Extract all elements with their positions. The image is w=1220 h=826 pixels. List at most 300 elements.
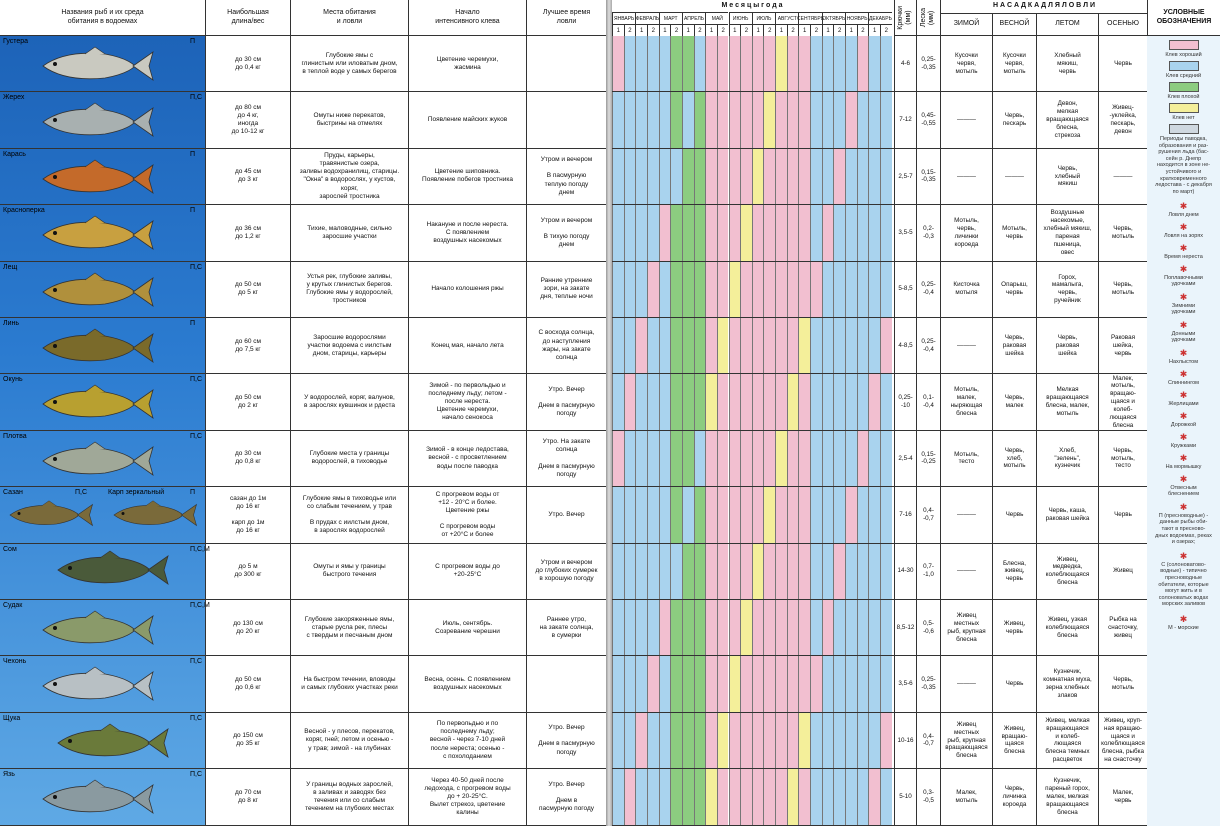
month-cell [752, 769, 764, 824]
line-cell: 0,25- -0,4 [916, 262, 940, 317]
header-spring [992, 14, 1036, 36]
month-cell [833, 149, 845, 204]
month-cell [694, 374, 706, 429]
month-cell [647, 544, 659, 599]
month-cell [717, 36, 729, 91]
month-cell [705, 713, 717, 768]
month-cell [857, 374, 869, 429]
month-row [612, 205, 1220, 261]
month-cell [833, 205, 845, 260]
size-text: до 30 см до 0,8 кг [235, 450, 261, 466]
fish-name: Линь [3, 320, 20, 327]
month-cell [670, 318, 682, 373]
cell-best [526, 92, 606, 147]
bait-autumn: Червь [1098, 487, 1147, 542]
month-cell [857, 262, 869, 317]
month-cell [694, 544, 706, 599]
bite-text: Цветение черемухи, жасмина [436, 55, 499, 71]
month-cell [740, 36, 752, 91]
header-fish [0, 0, 205, 36]
month-cell [752, 149, 764, 204]
habitat-text: Пруды, карьеры, травянистые озера, заливы водохранилищ, старицы. "Окна" в водорослях, у кустов, коряг, зарослей тростника [299, 152, 400, 200]
cell-bite [408, 262, 526, 317]
month-cell [775, 769, 787, 824]
month-cell [857, 318, 869, 373]
month-header: МАРТ [659, 12, 682, 24]
fish-row [0, 374, 606, 430]
month-cell [880, 149, 892, 204]
habitat-text: Весной - у плесов, перекатов, коряг, гней; летом и осенью - у трав; зимой - на глубинах [304, 728, 395, 752]
month-cell [810, 205, 822, 260]
month-cell [635, 262, 647, 317]
month-half: 2 [647, 24, 659, 36]
month-cell [647, 656, 659, 711]
cell-habitat [290, 713, 408, 768]
month-cell [670, 600, 682, 655]
cell-habitat [290, 36, 408, 91]
month-header: ФЕВРАЛЬ [635, 12, 658, 24]
month-cell [775, 318, 787, 373]
hooks-cell: 2,5-4 [894, 431, 916, 486]
month-cell [705, 262, 717, 317]
legend-swatch [1169, 40, 1199, 50]
hooks-cell: 7-16 [894, 487, 916, 542]
month-cell [857, 656, 869, 711]
fish-code: П [190, 150, 196, 158]
month-cell [868, 544, 880, 599]
month-cell [763, 713, 775, 768]
month-cell [647, 92, 659, 147]
month-cell [822, 318, 834, 373]
legend-label: Нахлыстом [1169, 358, 1198, 365]
month-cell [612, 656, 624, 711]
legend-icon: ✱ [1179, 453, 1188, 463]
legend-icon: ✱ [1179, 432, 1188, 442]
month-cell [647, 262, 659, 317]
month-cell [670, 374, 682, 429]
legend-item [1147, 432, 1220, 449]
month-cell [798, 36, 810, 91]
month-cell [868, 769, 880, 824]
month-cell [717, 318, 729, 373]
month-cell [647, 318, 659, 373]
fish-code: П [190, 207, 196, 215]
cell-best [526, 374, 606, 429]
month-cell [635, 36, 647, 91]
fish-name: Чехонь [3, 658, 27, 666]
bite-text: Конец мая, начало лета [431, 341, 504, 349]
month-cell [845, 713, 857, 768]
habitat-text: Заросшие водорослями участки водоема с иилстым дном, старицы, карьеры [307, 333, 392, 357]
bait-autumn: Живец- -уклейка, пескарь, девон [1098, 92, 1147, 147]
legend-label: Донными удочками [1171, 330, 1196, 344]
cell-best [526, 205, 606, 260]
month-cell [612, 544, 624, 599]
month-cell [659, 92, 671, 147]
cell-best [526, 656, 606, 711]
size-text: до 130 см до 20 кг [233, 619, 263, 635]
bait-winter: Живец местных рыб, крупная вращающаяся блесна [940, 713, 992, 768]
cell-size [205, 544, 290, 599]
month-cell [694, 92, 706, 147]
hooks-cell: 10-16 [894, 713, 916, 768]
month-cell [752, 262, 764, 317]
header-hooks [894, 0, 916, 36]
legend-item [1147, 82, 1220, 101]
month-cell [740, 487, 752, 542]
month-cell [845, 769, 857, 824]
line-cell: 0,5- -0,6 [916, 600, 940, 655]
month-cell [810, 544, 822, 599]
line-cell: 0,15- -0,25 [916, 431, 940, 486]
month-cell [787, 374, 799, 429]
month-cell [798, 769, 810, 824]
fish-row [0, 713, 606, 769]
month-cell [729, 769, 741, 824]
header-line [916, 0, 940, 36]
month-cell [659, 431, 671, 486]
bait-summer: Червь, каша, раковая шейка [1036, 487, 1098, 542]
month-cell [612, 600, 624, 655]
month-cell [624, 431, 636, 486]
month-cell [833, 431, 845, 486]
best-text: Утро. На закате солнца Днем в пасмурную погоду [538, 438, 595, 478]
month-cell [868, 656, 880, 711]
month-cell [717, 205, 729, 260]
month-cell [845, 600, 857, 655]
month-cell [787, 656, 799, 711]
cell-size [205, 600, 290, 655]
month-cell [612, 487, 624, 542]
month-cell [694, 656, 706, 711]
month-cell [752, 318, 764, 373]
legend-label: Кружками [1170, 442, 1197, 449]
bait-autumn: Червь, мотыль [1098, 656, 1147, 711]
cell-size [205, 656, 290, 711]
habitat-text: У водорослей, коряг, валунов, в зарослях кувшинок и рдеста [303, 393, 396, 410]
month-cell [822, 431, 834, 486]
month-cell [810, 600, 822, 655]
cell-habitat [290, 431, 408, 486]
month-cell [635, 656, 647, 711]
month-cell [798, 544, 810, 599]
fish-code: П,С [190, 658, 203, 666]
cell-bite [408, 544, 526, 599]
month-cell [624, 544, 636, 599]
fish-name: Сазан [3, 489, 23, 497]
legend-panel [1147, 36, 1220, 826]
month-cell [798, 487, 810, 542]
month-cell [763, 318, 775, 373]
legend-label: Дорожкой [1170, 421, 1197, 428]
month-cell [705, 36, 717, 91]
month-cell [868, 262, 880, 317]
bite-text: Начало колошения ржы [431, 285, 504, 293]
hooks-cell: 3,5-5 [894, 205, 916, 260]
month-cell [635, 544, 647, 599]
fish-illustration [30, 215, 160, 260]
month-cell [833, 600, 845, 655]
month-cell [822, 374, 834, 429]
month-cell [647, 36, 659, 91]
bait-winter: Кисточка мотыля [940, 262, 992, 317]
legend-icon: ✱ [1179, 474, 1188, 484]
bait-summer: Воздушные насекомые, хлебный мякиш, пареная пшеница, овес [1036, 205, 1098, 260]
bait-autumn: Рыбка на снасточку, живец [1098, 600, 1147, 655]
month-cell [740, 713, 752, 768]
month-cell [729, 374, 741, 429]
month-row [612, 92, 1220, 148]
month-cell [647, 149, 659, 204]
fish-illustration [30, 272, 160, 317]
month-cell [763, 205, 775, 260]
month-cell [822, 656, 834, 711]
month-half: 1 [705, 24, 717, 36]
month-cell [694, 36, 706, 91]
month-cell [670, 262, 682, 317]
bait-spring: Опарыш, червь [992, 262, 1036, 317]
legend-item [1147, 243, 1220, 260]
cell-best [526, 318, 606, 373]
bite-text: С прогревом воды от +12 - 20°С и более. Цветение ржы С прогревом воды от +20°С и более [435, 490, 500, 539]
legend-item [1147, 61, 1220, 80]
fish-code: П,С,М [190, 545, 210, 553]
month-cell [752, 92, 764, 147]
size-text: до 30 см до 0,4 кг [235, 55, 261, 71]
line-cell: 0,25- -0,35 [916, 656, 940, 711]
month-row [612, 36, 1220, 92]
month-cell [810, 262, 822, 317]
month-cell [833, 36, 845, 91]
bait-summer: Кузнечик, комнатная муха, зерна хлебных злаков [1036, 656, 1098, 711]
fish-name-2: Карп зеркальный [108, 489, 165, 497]
header-legend-label: УСЛОВНЫЕ ОБОЗНАЧЕНИЯ [1156, 9, 1212, 25]
fish-row [0, 487, 606, 543]
month-cell [763, 656, 775, 711]
bait-summer: Мелкая вращающаяся блесна, малек, мотыль [1036, 374, 1098, 429]
bait-spring: Червь [992, 487, 1036, 542]
habitat-text: Омуты ниже перекатов, быстрины на отмелях [313, 111, 386, 128]
bite-text: Накануне и после нереста. С появлением воздушных насекомых [426, 220, 509, 244]
fish-name: Лещ [3, 263, 18, 271]
bait-winter: ——— [940, 92, 992, 147]
fish-illustration-2 [108, 495, 198, 540]
cell-best [526, 262, 606, 317]
cell-size [205, 713, 290, 768]
month-cell [694, 431, 706, 486]
month-half: 1 [798, 24, 810, 36]
month-cell [694, 149, 706, 204]
month-cell [694, 205, 706, 260]
month-header: АВГУСТ [775, 12, 798, 24]
bait-autumn: Червь [1098, 36, 1147, 91]
month-cell [717, 769, 729, 824]
month-cell [705, 544, 717, 599]
bait-spring: Блесна, живец, червь [992, 544, 1036, 599]
cell-best [526, 431, 606, 486]
month-cell [717, 487, 729, 542]
month-cell [787, 487, 799, 542]
cell-habitat [290, 487, 408, 542]
fish-row [0, 544, 606, 600]
header-habitat-label: Места обитания и ловли [323, 9, 376, 25]
hooks-cell: 5-10 [894, 769, 916, 824]
bite-text: Цветение шиповника. Появление побегов тростника [422, 168, 513, 184]
month-cell [775, 487, 787, 542]
bait-winter: Живец местных рыб, крупная блесна [940, 600, 992, 655]
month-cell [670, 36, 682, 91]
bait-winter: ——— [940, 318, 992, 373]
month-cell [857, 713, 869, 768]
left-page [0, 0, 606, 826]
month-cell [682, 374, 694, 429]
month-cell [763, 149, 775, 204]
month-cell [822, 149, 834, 204]
month-header: ДЕКАБРЬ [868, 12, 891, 24]
month-row [612, 318, 1220, 374]
fish-row [0, 656, 606, 712]
fish-name: Судак [3, 602, 23, 609]
fish-name: Окунь [3, 376, 23, 384]
month-cell [659, 544, 671, 599]
bite-text: Весна, осень. С появлением воздушных насекомых [424, 675, 511, 692]
bait-winter: Кусочки червя, мотыль [940, 36, 992, 91]
month-half: 2 [740, 24, 752, 36]
header-best-label: Лучшее время ловли [542, 9, 591, 25]
fish-code-2: П [190, 489, 196, 497]
line-cell: 0,25- -0,4 [916, 318, 940, 373]
hooks-cell: 14-30 [894, 544, 916, 599]
month-cell [822, 92, 834, 147]
month-half: 2 [857, 24, 869, 36]
cell-bite [408, 769, 526, 824]
header-summer [1036, 14, 1098, 36]
cell-size [205, 769, 290, 824]
month-cell [670, 544, 682, 599]
legend-icon: ✱ [1179, 243, 1188, 253]
month-row [612, 713, 1220, 769]
legend-label: Время нереста [1164, 253, 1203, 260]
cell-bite [408, 431, 526, 486]
header-size-label: Наибольшая длина/вес [227, 9, 269, 25]
month-cell [798, 600, 810, 655]
month-cell [833, 374, 845, 429]
month-cell [659, 36, 671, 91]
month-cell [798, 92, 810, 147]
month-cell [822, 713, 834, 768]
fish-code: П,С [190, 263, 203, 271]
size-text: до 60 см до 7,5 кг [235, 337, 261, 353]
month-cell [624, 769, 636, 824]
month-cell [857, 544, 869, 599]
month-cell [659, 769, 671, 824]
cell-bite [408, 374, 526, 429]
month-cell [880, 205, 892, 260]
month-cell [880, 431, 892, 486]
month-cell [868, 374, 880, 429]
month-cell [635, 92, 647, 147]
legend-label: Клев хороший [1165, 52, 1202, 58]
month-cell [752, 713, 764, 768]
month-cell [845, 374, 857, 429]
month-cell [763, 374, 775, 429]
month-cell [868, 600, 880, 655]
month-cell [624, 36, 636, 91]
month-cell [775, 92, 787, 147]
cell-size [205, 92, 290, 147]
month-cell [810, 149, 822, 204]
cell-habitat [290, 318, 408, 373]
month-cell [775, 374, 787, 429]
month-cell [787, 262, 799, 317]
header-line-label: Леска (мм) [920, 7, 936, 28]
month-half: 2 [694, 24, 706, 36]
month-cell [868, 318, 880, 373]
month-cell [717, 713, 729, 768]
fish-code: П [190, 320, 196, 327]
month-cell [833, 262, 845, 317]
month-cell [682, 92, 694, 147]
bait-autumn: Червь, мотыль [1098, 205, 1147, 260]
month-cell [787, 600, 799, 655]
bait-winter: Малек, мотыль [940, 769, 992, 824]
month-cell [845, 205, 857, 260]
legend-icon: ✱ [1179, 292, 1188, 302]
cell-best [526, 713, 606, 768]
line-cell: 0,3- -0,5 [916, 769, 940, 824]
month-cell [775, 36, 787, 91]
bait-winter: Мотыль, тесто [940, 431, 992, 486]
best-text: С восхода солнца, до наступления жары, на закате солнца [538, 329, 595, 361]
month-cell [705, 205, 717, 260]
habitat-text: Глубокие закоряженные ямы, старые русла рек, плесы с твердым и песчаным дном [304, 615, 395, 639]
cell-habitat [290, 769, 408, 824]
month-cell [612, 713, 624, 768]
months-title-label: М е с я ц ы г о д а [721, 1, 783, 9]
legend-icon: ✱ [1179, 264, 1188, 274]
month-cell [868, 487, 880, 542]
size-text: до 5 м до 300 кг [234, 563, 262, 579]
legend-icon: ✱ [1179, 390, 1188, 400]
month-cell [798, 205, 810, 260]
bait-autumn: ——— [1098, 149, 1147, 204]
month-cell [857, 149, 869, 204]
legend-icon: ✱ [1179, 369, 1188, 379]
month-cell [740, 656, 752, 711]
bite-text: С прогревом воды до +20-25°С [435, 563, 500, 579]
cell-bite [408, 149, 526, 204]
month-cell [810, 318, 822, 373]
month-row [612, 769, 1220, 825]
right-page [612, 0, 1220, 826]
header-winter [940, 14, 992, 36]
bait-summer: Горох, мамалыга, червь, ручейник [1036, 262, 1098, 317]
legend-item [1147, 551, 1220, 608]
month-cell [682, 769, 694, 824]
month-row [612, 484, 1220, 546]
month-cell [659, 713, 671, 768]
habitat-text: На быстром течении, вловоды и самых глубоких участках реки [301, 675, 398, 692]
bait-spring: ——— [992, 149, 1036, 204]
legend-item [1147, 411, 1220, 428]
size-text: до 50 см до 5 кг [235, 281, 261, 297]
month-cell [729, 656, 741, 711]
month-cell [857, 92, 869, 147]
legend-icon: ✱ [1179, 348, 1188, 358]
month-cell [833, 769, 845, 824]
month-cell [880, 544, 892, 599]
legend-swatch [1169, 61, 1199, 71]
